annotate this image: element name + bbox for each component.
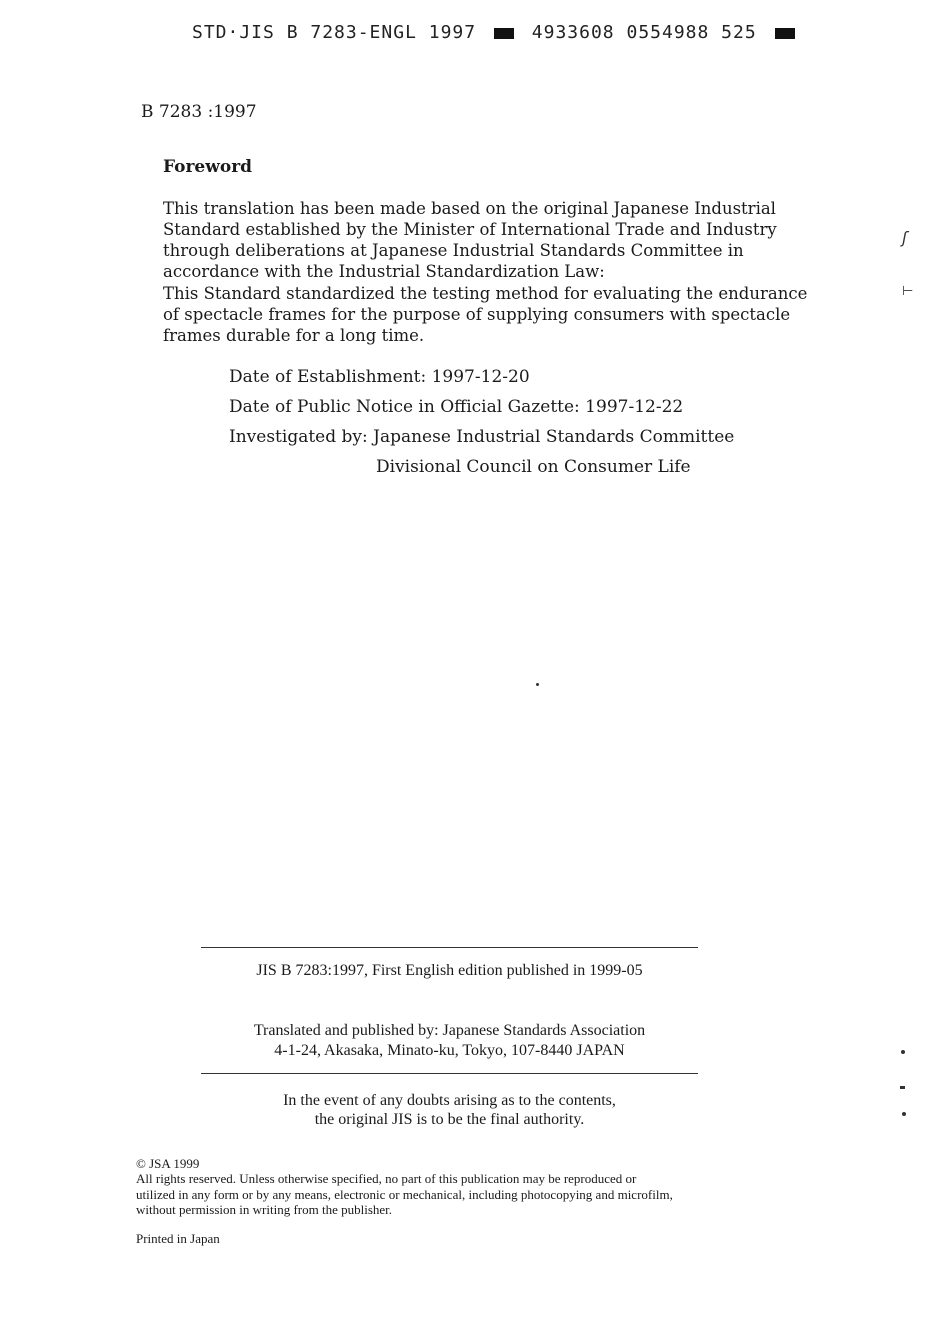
- text-line: utilized in any form or by any means, electronic or mechanical, including photocopying and microfilm,: [136, 1186, 673, 1202]
- scan-dot: [901, 1050, 905, 1054]
- edition-line: JIS B 7283:1997, First English edition published in 1999-05: [256, 962, 643, 979]
- document-id: B 7283 :1997: [141, 102, 257, 122]
- divider-top: [201, 947, 698, 948]
- text-line: accordance with the Industrial Standardization Law:: [163, 262, 605, 281]
- header-bar-block: [775, 28, 795, 39]
- header-code: 4933608 0554988 525: [531, 22, 757, 43]
- text-line: through deliberations at Japanese Industrial Standards Committee in: [163, 241, 744, 260]
- establishment-date: Date of Establishment: 1997-12-20: [229, 367, 530, 387]
- foreword-heading: Foreword: [163, 157, 253, 177]
- text-line: without permission in writing from the publisher.: [136, 1202, 393, 1217]
- text-line: This translation has been made based on the original Japanese Industrial: [163, 199, 776, 218]
- authority-note-line-2: the original JIS is to be the final authority.: [314, 1111, 585, 1128]
- scan-dot: [536, 683, 539, 686]
- header-prefix: STD·JIS B 7283-ENGL 1997: [192, 22, 477, 43]
- scan-mark-1: ʃ: [902, 228, 908, 247]
- publisher-line: Translated and published by: Japanese Standards Association: [253, 1022, 646, 1039]
- copyright-notice: © JSA 1999: [136, 1156, 200, 1171]
- text-line: frames durable for a long time.: [163, 326, 425, 345]
- header-bar-block: [494, 28, 514, 39]
- rights-notice: [136, 1171, 673, 1218]
- header-code-line: [192, 22, 801, 43]
- investigated-by: Investigated by: Japanese Industrial Standards Committee: [229, 427, 735, 447]
- divider-bottom: [201, 1073, 698, 1074]
- printed-in: Printed in Japan: [136, 1231, 220, 1246]
- publisher-address: 4-1-24, Akasaka, Minato-ku, Tokyo, 107-8440 JAPAN: [274, 1042, 625, 1059]
- scan-dot: [902, 1112, 906, 1116]
- divisional-council: Divisional Council on Consumer Life: [376, 457, 691, 477]
- public-notice-date: Date of Public Notice in Official Gazette: 1997-12-22: [229, 397, 684, 417]
- text-line: This Standard standardized the testing method for evaluating the endurance: [163, 284, 808, 303]
- text-line: Standard established by the Minister of International Trade and Industry: [163, 220, 777, 239]
- scan-mark-2: ⊢: [902, 284, 914, 299]
- foreword-paragraph-2: [163, 283, 807, 346]
- foreword-paragraph-1: [163, 198, 777, 282]
- text-line: All rights reserved. Unless otherwise specified, no part of this publication may be reproduced or: [136, 1171, 637, 1186]
- authority-note-line-1: In the event of any doubts arising as to the contents,: [283, 1092, 616, 1109]
- scan-dot: [900, 1086, 905, 1089]
- text-line: of spectacle frames for the purpose of supplying consumers with spectacle: [163, 305, 791, 324]
